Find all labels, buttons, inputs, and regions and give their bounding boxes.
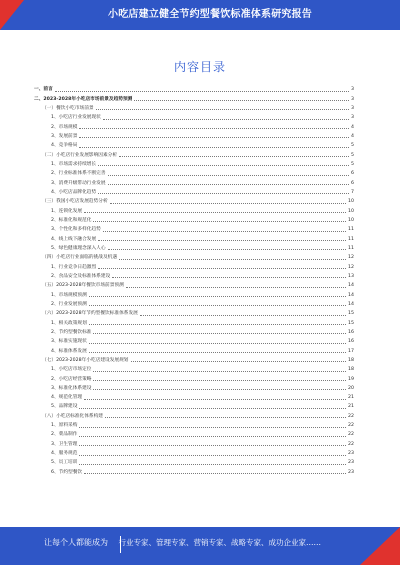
toc-leader-dots <box>93 371 346 372</box>
toc-entry-page: 4 <box>351 133 354 139</box>
toc-leader-dots <box>134 100 349 101</box>
toc-leader-dots <box>110 203 346 204</box>
toc-leader-dots <box>98 165 349 166</box>
toc-leader-dots <box>131 361 347 362</box>
toc-entry[interactable] <box>34 84 354 93</box>
toc-entry-title: 2、食品安全及标准体系建设 <box>51 273 111 279</box>
toc-leader-dots <box>89 343 346 344</box>
toc-entry[interactable] <box>34 299 354 308</box>
toc-entry-page: 23 <box>348 460 354 466</box>
toc-entry-title: 2、菜品制作 <box>51 432 78 438</box>
toc-entry[interactable] <box>34 271 354 280</box>
toc-leader-dots <box>112 277 346 278</box>
toc-entry-title: （四）小吃店行业面临的挑战及机遇 <box>42 255 118 261</box>
toc-leader-dots <box>89 352 346 353</box>
toc-entry-title: 1、小吃店市场定位 <box>51 367 92 373</box>
toc-entry[interactable] <box>34 131 354 140</box>
toc-entry-page: 11 <box>348 227 354 233</box>
toc-entry-page: 18 <box>348 367 354 373</box>
toc-entry-page: 18 <box>348 357 354 363</box>
toc-entry-title: 1、小吃店行业发展现状 <box>51 115 101 121</box>
toc-leader-dots <box>140 315 346 316</box>
toc-entry-page: 5 <box>351 152 354 158</box>
toc-leader-dots <box>84 399 346 400</box>
toc-leader-dots <box>84 212 346 213</box>
toc-entry-title: （二）小吃店行业发展影响因素分析 <box>42 152 118 158</box>
toc-entry-page: 21 <box>348 395 354 401</box>
toc-entry-page: 14 <box>348 292 354 298</box>
toc-leader-dots <box>79 436 346 437</box>
toc-entry[interactable] <box>34 438 354 447</box>
toc-entry-title: 2、标准化和规范化 <box>51 217 92 223</box>
toc-leader-dots <box>98 268 346 269</box>
document-title: 小吃店建立健全节约型餐饮标准体系研究报告 <box>108 9 312 20</box>
toc-entry[interactable] <box>34 420 354 429</box>
toc-entry-title: 2、行业发展预测 <box>51 301 87 307</box>
toc-leader-dots <box>84 473 346 474</box>
toc-entry-page: 14 <box>348 283 354 289</box>
toc-entry[interactable] <box>34 121 354 130</box>
toc-entry-title: 5、员工培训 <box>51 460 78 466</box>
toc-leader-dots <box>105 417 346 418</box>
toc-entry-title: （五）2023-2028年餐饮市场前景预测 <box>42 283 124 289</box>
toc-leader-dots <box>119 156 349 157</box>
toc-entry[interactable] <box>34 401 354 410</box>
toc-leader-dots <box>108 175 349 176</box>
toc-entry[interactable] <box>34 215 354 224</box>
toc-entry-page: 23 <box>348 451 354 457</box>
toc-entry[interactable] <box>34 364 354 373</box>
toc-entry-page: 22 <box>348 423 354 429</box>
toc-entry[interactable] <box>34 345 354 354</box>
toc-entry-title: 4、服务规范 <box>51 451 78 457</box>
toc-entry-page: 12 <box>348 255 354 261</box>
toc-entry-title: 一、前言 <box>34 87 53 93</box>
toc-entry-page: 12 <box>348 264 354 270</box>
toc-entry-title: 3、卫生管理 <box>51 441 78 447</box>
toc-entry[interactable] <box>34 93 354 102</box>
toc-leader-dots <box>79 128 349 129</box>
toc-entry-title: 2、小吃店经营策略 <box>51 376 92 382</box>
toc-entry-page: 6 <box>351 180 354 186</box>
toc-entry-title: 2、节约型餐饮标准 <box>51 329 92 335</box>
toc-entry-page: 3 <box>351 96 354 102</box>
toc-entry-title: 3、发展前景 <box>51 133 78 139</box>
toc-entry-page: 3 <box>351 115 354 121</box>
toc-entry-page: 3 <box>351 105 354 111</box>
toc-entry-title: 4、竞争格局 <box>51 143 78 149</box>
toc-leader-dots <box>79 455 346 456</box>
toc-entry[interactable] <box>34 457 354 466</box>
toc-entry[interactable] <box>34 280 354 289</box>
toc-leader-dots <box>103 231 346 232</box>
toc-entry-title: 3、标准实施现状 <box>51 339 87 345</box>
toc-entry[interactable] <box>34 168 354 177</box>
toc-entry-page: 6 <box>351 171 354 177</box>
footer-text: 让每个人都能成为 <box>44 538 108 547</box>
toc-entry-title: 4、规范化管理 <box>51 395 83 401</box>
toc-entry[interactable] <box>34 336 354 345</box>
toc-entry-page: 10 <box>348 199 354 205</box>
toc-leader-dots <box>119 259 346 260</box>
toc-entry-page: 14 <box>348 301 354 307</box>
toc-entry-title: （八）小吃店标准化体系构建 <box>42 413 103 419</box>
toc-entry-page: 16 <box>348 329 354 335</box>
toc-entry-page: 15 <box>348 311 354 317</box>
toc-entry[interactable] <box>34 187 354 196</box>
toc-entry[interactable] <box>34 205 354 214</box>
toc-leader-dots <box>96 109 349 110</box>
toc-entry-title: 3、标准化体系建设 <box>51 385 92 391</box>
toc-entry-page: 22 <box>348 441 354 447</box>
toc-entry[interactable] <box>34 392 354 401</box>
toc-entry-title: 6、节约型餐饮 <box>51 469 83 475</box>
toc-entry-page: 21 <box>348 404 354 410</box>
toc-entry-title: 1、连锁化发展 <box>51 208 83 214</box>
toc-heading: 内容目录 <box>173 60 226 74</box>
toc-entry-title: 二、2023-2028年小吃店市场前景及趋势预测 <box>34 96 133 102</box>
table-of-contents <box>34 84 354 476</box>
toc-entry[interactable] <box>34 373 354 382</box>
toc-entry[interactable] <box>34 243 354 252</box>
toc-entry-title: 2、市场规模 <box>51 124 78 130</box>
toc-entry[interactable] <box>34 355 354 364</box>
toc-leader-dots <box>79 464 346 465</box>
toc-entry[interactable] <box>34 196 354 205</box>
toc-entry-title: 4、线上线下融合发展 <box>51 236 97 242</box>
toc-leader-dots <box>93 333 346 334</box>
toc-leader-dots <box>89 305 346 306</box>
toc-entry-title: 3、个性化和多样化趋势 <box>51 227 101 233</box>
header-red-corner <box>0 0 24 30</box>
toc-entry-title: （六）2023-2028年节约型餐饮标准体系发展 <box>42 311 138 317</box>
toc-leader-dots <box>108 249 346 250</box>
toc-entry[interactable] <box>34 224 354 233</box>
toc-entry[interactable] <box>34 177 354 186</box>
toc-entry-title: 5、绿色健康理念深入人心 <box>51 245 106 251</box>
toc-entry[interactable] <box>34 112 354 121</box>
toc-entry[interactable] <box>34 140 354 149</box>
toc-entry[interactable] <box>34 317 354 326</box>
toc-entry-title: （一）餐饮小吃市场前景 <box>42 105 94 111</box>
toc-leader-dots <box>79 408 346 409</box>
toc-entry[interactable] <box>34 103 354 112</box>
toc-leader-dots <box>89 296 346 297</box>
toc-entry-page: 11 <box>348 245 354 251</box>
toc-leader-dots <box>79 427 346 428</box>
toc-leader-dots <box>93 389 346 390</box>
toc-entry[interactable] <box>34 252 354 261</box>
toc-entry-page: 22 <box>348 413 354 419</box>
toc-leader-dots <box>55 91 349 92</box>
toc-entry-title: 2、行业标准体系不断完善 <box>51 171 106 177</box>
toc-entry-title: 1、市场需求持续增长 <box>51 161 97 167</box>
footer-red-corner <box>360 527 400 565</box>
toc-entry-title: 1、原料采购 <box>51 423 78 429</box>
toc-entry-title: 5、品牌建设 <box>51 404 78 410</box>
toc-leader-dots <box>103 119 349 120</box>
toc-leader-dots <box>89 324 346 325</box>
toc-leader-dots <box>79 445 346 446</box>
footer-slogan <box>44 537 321 548</box>
toc-entry-page: 11 <box>348 236 354 242</box>
toc-entry[interactable] <box>34 261 354 270</box>
toc-entry-page: 16 <box>348 339 354 345</box>
toc-entry-page: 7 <box>351 189 354 195</box>
toc-entry[interactable] <box>34 383 354 392</box>
toc-entry-title: 1、相关政策规划 <box>51 320 87 326</box>
toc-entry-title: （七）2023-2028年小吃店建设发展规划 <box>42 357 129 363</box>
toc-entry-title: 4、标准体系发展 <box>51 348 87 354</box>
toc-entry-page: 5 <box>351 143 354 149</box>
toc-leader-dots <box>98 193 349 194</box>
toc-leader-dots <box>126 287 346 288</box>
toc-entry[interactable] <box>34 289 354 298</box>
toc-entry-page: 20 <box>348 385 354 391</box>
toc-entry[interactable] <box>34 149 354 158</box>
toc-leader-dots <box>93 380 346 381</box>
toc-leader-dots <box>98 240 346 241</box>
toc-entry-page: 13 <box>348 273 354 279</box>
toc-entry[interactable] <box>34 448 354 457</box>
toc-entry-page: 4 <box>351 124 354 130</box>
toc-entry-page: 10 <box>348 217 354 223</box>
toc-entry[interactable] <box>34 410 354 419</box>
toc-entry[interactable] <box>34 308 354 317</box>
toc-entry-page: 17 <box>348 348 354 354</box>
toc-entry-title: 1、市场规模预测 <box>51 292 87 298</box>
toc-entry-page: 10 <box>348 208 354 214</box>
toc-leader-dots <box>79 137 349 138</box>
toc-entry-page: 22 <box>348 432 354 438</box>
toc-entry[interactable] <box>34 327 354 336</box>
toc-entry[interactable] <box>34 429 354 438</box>
toc-entry-title: （三）我国小吃店发展趋势分析 <box>42 199 108 205</box>
toc-entry-title: 4、小吃店品牌化趋势 <box>51 189 97 195</box>
toc-entry[interactable] <box>34 466 354 475</box>
toc-entry[interactable] <box>34 233 354 242</box>
toc-entry-page: 19 <box>348 376 354 382</box>
toc-entry-page: 3 <box>351 87 354 93</box>
toc-entry-page: 23 <box>348 469 354 475</box>
toc-leader-dots <box>93 221 346 222</box>
toc-entry-page: 15 <box>348 320 354 326</box>
toc-entry-page: 5 <box>351 161 354 167</box>
toc-leader-dots <box>108 184 349 185</box>
footer-subtext: 行业专家、管理专家、营销专家、战略专家、成功企业家…… <box>118 538 322 547</box>
toc-entry-title: 1、行业竞争日趋激烈 <box>51 264 97 270</box>
toc-entry-title: 3、消费升级带动行业发展 <box>51 180 106 186</box>
toc-entry[interactable] <box>34 159 354 168</box>
toc-leader-dots <box>79 147 349 148</box>
